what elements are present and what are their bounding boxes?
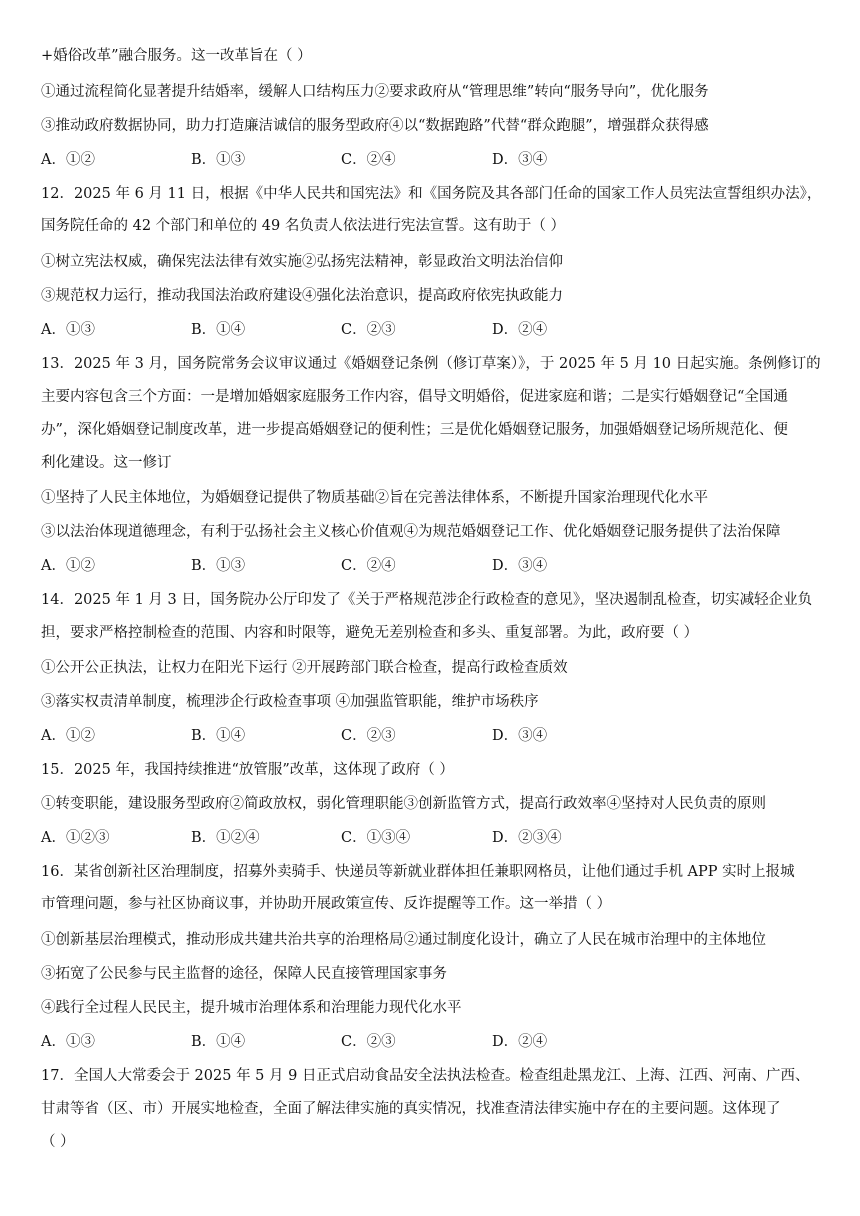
q16-option-a[interactable]: A．①③ (41, 1034, 95, 1050)
q16-statement-2: ③拓宽了公民参与民主监督的途径，保障人民直接管理国家事务 (41, 966, 447, 982)
q14-option-c[interactable]: C．②③ (341, 728, 396, 744)
q16-statement-3: ④践行全过程人民民主，提升城市治理体系和治理能力现代化水平 (41, 1000, 462, 1016)
q14-stem-line-2: 担，要求严格控制检查的范围、内容和时限等，避免无差别检查和多头、重复部署。为此，政府要（ ） (41, 625, 699, 641)
q13-stem-line-1: 13．2025 年 3 月，国务院常务会议审议通过《婚姻登记条例（修订草案）》，于 2025 年 5 月 10 日起实施。条例修订的 (41, 356, 821, 372)
q11-statement-2: ③推动政府数据协同，助力打造廉洁诚信的服务型政府④以“数据跑路”代替“群众跑腿”，增强群众获得感 (41, 118, 709, 134)
q14-statement-1: ①公开公正执法，让权力在阳光下运行 ②开展跨部门联合检查，提高行政检查质效 (41, 660, 568, 676)
q17-stem-line-2: 甘肃等省（区、市）开展实地检查，全面了解法律实施的真实情况，找准查清法律实施中存在的主要问题。这体现了 (41, 1101, 781, 1117)
q12-option-c[interactable]: C．②③ (341, 322, 396, 338)
q11-option-d[interactable]: D．③④ (492, 152, 548, 168)
q14-stem-line-1: 14．2025 年 1 月 3 日，国务院办公厅印发了《关于严格规范涉企行政检查的意见》，坚决遏制乱检查，切实减轻企业负 (41, 592, 813, 608)
q13-option-d[interactable]: D．③④ (492, 558, 548, 574)
q13-stem-line-2: 主要内容包含三个方面：一是增加婚姻家庭服务工作内容，倡导文明婚俗，促进家庭和谐；二是实行婚姻登记“全国通 (41, 389, 788, 405)
q15-statement-1: ①转变职能，建设服务型政府②简政放权，弱化管理职能③创新监管方式，提高行政效率④坚持对人民负责的原则 (41, 796, 766, 812)
q12-option-b[interactable]: B．①④ (191, 322, 246, 338)
q12-option-d[interactable]: D．②④ (492, 322, 548, 338)
q16-option-b[interactable]: B．①④ (191, 1034, 246, 1050)
q16-statement-1: ①创新基层治理模式，推动形成共建共治共享的治理格局②通过制度化设计，确立了人民在城市治理中的主体地位 (41, 932, 766, 948)
q13-statement-1: ①坚持了人民主体地位，为婚姻登记提供了物质基础②旨在完善法律体系，不断提升国家治理现代化水平 (41, 490, 708, 506)
q13-option-a[interactable]: A．①② (41, 558, 95, 574)
q13-option-c[interactable]: C．②④ (341, 558, 396, 574)
q15-option-a[interactable]: A．①②③ (41, 830, 110, 846)
q13-stem-line-3: 办”，深化婚姻登记制度改革，进一步提高婚姻登记的便利性；三是优化婚姻登记服务，加强婚姻登记场所规范化、便 (41, 422, 788, 438)
q16-stem-line-2: 市管理问题，参与社区协商议事，并协助开展政策宣传、反诈提醒等工作。这一举措（ ） (41, 896, 612, 912)
q11-statement-1: ①通过流程简化显著提升结婚率，缓解人口结构压力②要求政府从“管理思维”转向“服务导向”，优化服务 (41, 84, 709, 100)
q11-stem-tail: +婚俗改革”融合服务。这一改革旨在（ ） (41, 48, 312, 64)
q13-statement-2: ③以法治体现道德理念，有利于弘扬社会主义核心价值观④为规范婚姻登记工作、优化婚姻登记服务提供了法治保障 (41, 524, 781, 540)
q14-option-d[interactable]: D．③④ (492, 728, 548, 744)
q14-statement-2: ③落实权责清单制度，梳理涉企行政检查事项 ④加强监管职能，维护市场秩序 (41, 694, 539, 710)
q16-option-d[interactable]: D．②④ (492, 1034, 548, 1050)
q13-option-b[interactable]: B．①③ (191, 558, 246, 574)
q16-stem-line-1: 16．某省创新社区治理制度，招募外卖骑手、快递员等新就业群体担任兼职网格员，让他们通过手机 APP 实时上报城 (41, 864, 795, 880)
q12-statement-1: ①树立宪法权威，确保宪法法律有效实施②弘扬宪法精神，彰显政治文明法治信仰 (41, 254, 563, 270)
q15-option-c[interactable]: C．①③④ (341, 830, 411, 846)
q11-option-a[interactable]: A．①② (41, 152, 95, 168)
q17-stem-line-1: 17．全国人大常委会于 2025 年 5 月 9 日正式启动食品安全法执法检查。检查组赴黑龙江、上海、江西、河南、广西、 (41, 1068, 810, 1084)
q14-option-a[interactable]: A．①② (41, 728, 95, 744)
q12-statement-2: ③规范权力运行，推动我国法治政府建设④强化法治意识，提高政府依宪执政能力 (41, 288, 563, 304)
q16-option-c[interactable]: C．②③ (341, 1034, 396, 1050)
q12-stem-line-1: 12．2025 年 6 月 11 日，根据《中华人民共和国宪法》和《国务院及其各部门任命的国家工作人员宪法宣誓组织办法》， (41, 186, 822, 202)
q13-stem-line-4: 利化建设。这一修订 (41, 455, 172, 471)
q11-option-c[interactable]: C．②④ (341, 152, 396, 168)
q15-stem: 15．2025 年，我国持续推进“放管服”改革，这体现了政府（ ） (41, 762, 454, 778)
q17-stem-line-3: （ ） (41, 1134, 75, 1150)
q12-option-a[interactable]: A．①③ (41, 322, 95, 338)
q11-option-b[interactable]: B．①③ (191, 152, 246, 168)
q15-option-d[interactable]: D．②③④ (492, 830, 562, 846)
q12-stem-line-2: 国务院任命的 42 个部门和单位的 49 名负责人依法进行宪法宣誓。这有助于（ ） (41, 218, 565, 234)
q14-option-b[interactable]: B．①④ (191, 728, 246, 744)
q15-option-b[interactable]: B．①②④ (191, 830, 260, 846)
